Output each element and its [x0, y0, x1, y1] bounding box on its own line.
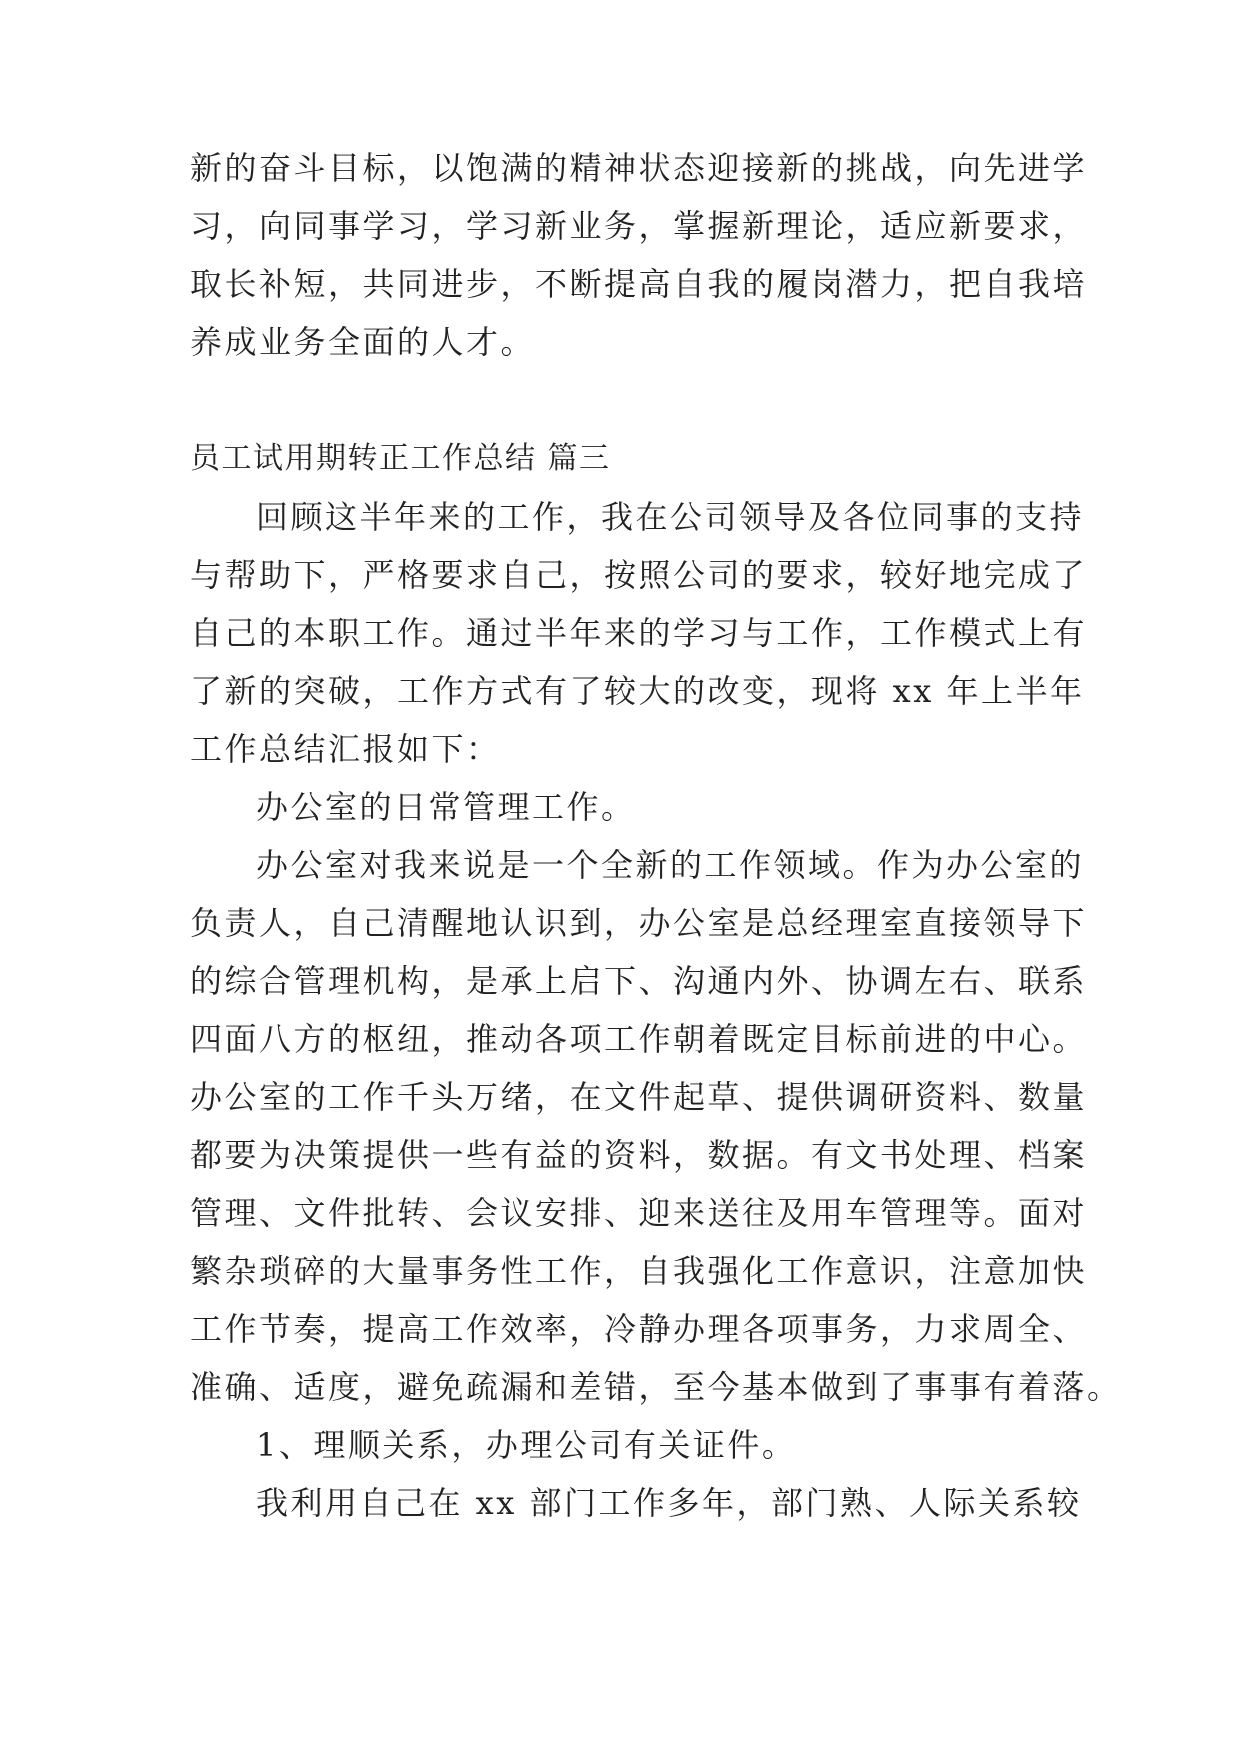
body-line-18: 我利用自己在 xx 部门工作多年，部门熟、人际关系较	[256, 1484, 1082, 1522]
body-line-11: 办公室的工作千头万绪，在文件起草、提供调研资料、数量	[190, 1078, 1088, 1116]
body-line-15: 工作节奏，提高工作效率，冷静办理各项事务，力求周全、	[190, 1310, 1088, 1348]
intro-line-2: 习，向同事学习，学习新业务，掌握新理论，适应新要求，	[190, 207, 1088, 245]
body-line-10: 四面八方的枢纽，推动各项工作朝着既定目标前进的中心。	[190, 1020, 1088, 1058]
body-line-14: 繁杂琐碎的大量事务性工作，自我强化工作意识，注意加快	[190, 1252, 1088, 1290]
body-line-12: 都要为决策提供一些有益的资料，数据。有文书处理、档案	[190, 1136, 1088, 1174]
body-line-5: 工作总结汇报如下：	[190, 730, 501, 768]
body-line-7: 办公室对我来说是一个全新的工作领域。作为办公室的	[256, 846, 1085, 884]
body-line-9: 的综合管理机构，是承上启下、沟通内外、协调左右、联系	[190, 962, 1088, 1000]
section-title: 员工试用期转正工作总结 篇三	[190, 441, 611, 476]
body-line-6: 办公室的日常管理工作。	[256, 788, 636, 826]
body-line-8: 负责人，自己清醒地认识到，办公室是总经理室直接领导下	[190, 904, 1088, 942]
body-line-3: 自己的本职工作。通过半年来的学习与工作，工作模式上有	[190, 614, 1088, 652]
body-line-16: 准确、适度，避免疏漏和差错，至今基本做到了事事有着落。	[190, 1368, 1122, 1406]
intro-line-1: 新的奋斗目标，以饱满的精神状态迎接新的挑战，向先进学	[190, 149, 1088, 187]
intro-line-3: 取长补短，共同进步，不断提高自我的履岗潜力，把自我培	[190, 265, 1088, 303]
body-line-17: 1、理顺关系，办理公司有关证件。	[256, 1426, 797, 1464]
body-line-2: 与帮助下，严格要求自己，按照公司的要求，较好地完成了	[190, 556, 1088, 594]
body-line-13: 管理、文件批转、会议安排、迎来送往及用车管理等。面对	[190, 1194, 1088, 1232]
intro-line-4: 养成业务全面的人才。	[190, 323, 536, 361]
body-line-1: 回顾这半年来的工作，我在公司领导及各位同事的支持	[256, 498, 1085, 536]
body-line-4: 了新的突破，工作方式有了较大的改变，现将 xx 年上半年	[190, 672, 1085, 710]
